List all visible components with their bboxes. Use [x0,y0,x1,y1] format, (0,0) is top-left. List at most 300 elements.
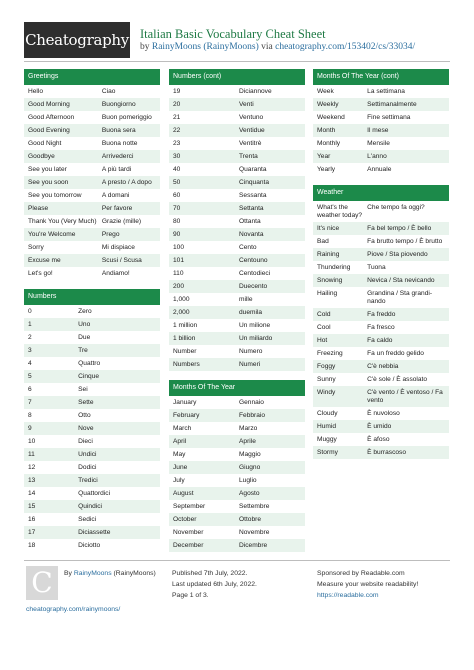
section-title: Greetings [24,69,160,85]
italian-term: Che tempo fa oggi? [367,203,425,211]
english-term: 22 [173,126,181,134]
italian-term: Scusi / Scusa [101,256,142,264]
english-term: Good Morning [28,100,70,108]
table-row [169,215,305,228]
italian-term: Sessanta [239,191,267,199]
english-term: July [173,476,185,484]
italian-term: Ottanta [239,217,261,225]
table-row [313,321,449,334]
italian-term: Fa fresco [367,323,395,331]
table-row [169,163,305,176]
italian-term: Venti [239,100,254,108]
table-row [24,241,160,254]
english-term: 10 [28,437,36,445]
header-divider [24,61,450,62]
english-term: 80 [173,217,181,225]
italian-term: Arrivederci [101,152,134,160]
italian-term: Cento [239,243,257,251]
english-term: Please [28,204,49,212]
english-term: Good Evening [28,126,70,134]
english-term: Freezing [317,349,343,357]
english-term: Good Afternoon [28,113,75,121]
table-row [24,435,160,448]
sponsored-by-label: Sponsored by [317,570,359,577]
table-row [24,448,160,461]
english-term: Excuse me [28,256,61,264]
italian-term: Ottobre [239,515,261,523]
italian-term: Diciannove [239,87,272,95]
italian-term: Quattro [78,359,101,367]
italian-term: Uno [78,320,91,328]
italian-term: Ventidue [239,126,265,134]
english-term: Hot [317,336,328,344]
table-row [169,345,305,358]
page-header [24,22,450,62]
italian-term: Fa bel tempo / È bello [367,224,432,232]
table-row [313,308,449,321]
italian-term: Ventuno [239,113,264,121]
footer-author-handle: (RainyMoons) [113,570,156,577]
italian-term: Novembre [239,528,270,536]
english-term: 21 [173,113,181,121]
english-term: 100 [173,243,185,251]
english-term: 50 [173,178,181,186]
english-term: 0 [28,307,32,315]
table-row [313,261,449,274]
english-term: 5 [28,372,32,380]
english-term: 12 [28,463,36,471]
page-title: Italian Basic Vocabulary Cheat Sheet [140,27,326,41]
italian-term: Trenta [239,152,258,160]
table-row [24,150,160,163]
table-row [24,422,160,435]
english-term: Goodbye [28,152,55,160]
italian-term: Fa freddo [367,310,396,318]
table-row [313,334,449,347]
italian-term: Febbraio [239,411,266,419]
italian-term: Per favore [101,204,133,212]
english-term: 9 [28,424,32,432]
section-months-cont [313,69,449,176]
english-term: It's nice [317,224,340,232]
english-term: Cold [317,310,331,318]
sponsor-name[interactable]: Readable.com [360,570,405,577]
footer-divider [24,560,450,561]
italian-term: Agosto [239,489,260,497]
english-term: January [173,398,197,406]
section-title: Months Of The Year [169,380,305,396]
english-term: April [173,437,187,445]
table-row [24,305,160,318]
english-term: Hello [28,87,44,95]
italian-term: Buona notte [101,139,138,147]
italian-term: È burrascoso [367,448,407,456]
table-row [169,124,305,137]
italian-term: Dicembre [239,541,268,549]
table-row [24,383,160,396]
table-row [24,267,160,280]
italian-term: Fa caldo [367,336,393,344]
section-months [169,380,305,552]
english-term: October [173,515,197,523]
footer-profile-link[interactable]: cheatography.com/rainymoons/ [26,606,121,613]
italian-term: Diciassette [78,528,111,536]
table-row [24,176,160,189]
english-term: 20 [173,100,181,108]
updated-date: Last updated 6th July, 2022. [172,581,257,588]
english-term: 110 [173,269,184,277]
table-row [169,111,305,124]
english-term: 101 [173,256,185,264]
english-term: June [173,463,188,471]
english-term: 1 billion [173,334,196,342]
italian-term: Fa un freddo gelido [367,349,424,357]
italian-term: Tre [78,346,88,354]
page-number: Page 1 of 3. [172,592,209,599]
table-row [313,85,449,98]
table-row [313,222,449,235]
italian-term: Centouno [239,256,268,264]
english-term: You're Welcome [28,230,76,238]
table-row [24,344,160,357]
table-row [313,137,449,150]
italian-term: Grandina / Sta grandi-nando [367,289,433,305]
english-term: Week [317,87,334,95]
table-row [313,274,449,287]
table-row [24,111,160,124]
english-term: 15 [28,502,36,510]
byline-by: by [140,42,150,52]
english-term: Snowing [317,276,343,284]
italian-term: Centodieci [239,269,271,277]
italian-term: C'è vento / È ventoso / Fa vento [367,388,443,404]
table-row [169,85,305,98]
italian-term: Dieci [78,437,93,445]
table-row [313,433,449,446]
italian-term: La settimana [367,87,405,95]
italian-term: C'è sole / È assolato [367,375,428,383]
english-term: 70 [173,204,181,212]
english-term: See you tomorrow [28,191,82,199]
table-row [169,137,305,150]
english-term: 1,000 [173,295,190,303]
english-term: 11 [28,450,35,458]
footer-by: By [64,570,72,577]
table-row [169,396,305,409]
table-row [169,513,305,526]
english-term: What's the weather today? [317,203,363,219]
table-row [313,287,449,308]
table-row [24,513,160,526]
english-term: 23 [173,139,181,147]
italian-term: Fine settimana [367,113,411,121]
sponsor-tagline: Measure your website readability! [317,581,419,588]
italian-term: L'anno [367,152,387,160]
table-row [24,189,160,202]
table-row [313,163,449,176]
table-row [169,228,305,241]
column-3 [313,69,449,468]
table-row [24,461,160,474]
english-term: Thundering [317,263,351,271]
english-term: Stormy [317,448,338,456]
table-row [24,163,160,176]
table-row [169,293,305,306]
section-numbers-cont [169,69,305,371]
table-row [24,85,160,98]
english-term: See you later [28,165,67,173]
sponsor-link[interactable]: https://readable.com [317,592,379,599]
section-greetings [24,69,160,280]
table-row [24,215,160,228]
english-term: May [173,450,186,458]
english-term: August [173,489,194,497]
english-term: Humid [317,422,337,430]
table-row [313,98,449,111]
published-date: Published 7th July, 2022. [172,570,248,577]
italian-term: Maggio [239,450,261,458]
italian-term: Tuona [367,263,386,271]
english-term: March [173,424,192,432]
table-row [169,435,305,448]
english-term: November [173,528,204,536]
table-row [24,474,160,487]
italian-term: Prego [101,230,120,238]
table-row [24,357,160,370]
italian-term: Annuale [367,165,392,173]
italian-term: Fa brutto tempo / È brutto [367,237,443,245]
italian-term: Nove [78,424,94,432]
table-row [169,332,305,345]
english-term: 14 [28,489,36,497]
table-row [313,124,449,137]
italian-term: Undici [78,450,97,458]
italian-term: Buona sera [101,126,136,134]
english-term: 1 [28,320,32,328]
italian-term: Mensile [367,139,390,147]
english-term: Cloudy [317,409,338,417]
italian-term: C'è nebbia [367,362,399,370]
table-row [24,500,160,513]
table-row [24,370,160,383]
italian-term: Sedici [78,515,97,523]
english-term: Sorry [28,243,44,251]
table-row [169,98,305,111]
italian-term: Sette [78,398,94,406]
table-row [313,248,449,261]
table-row [169,461,305,474]
english-term: Bad [317,237,329,245]
italian-term: Mi dispiace [101,243,135,251]
italian-term: Andiamo! [101,269,130,277]
table-row [169,280,305,293]
table-row [169,202,305,215]
english-term: December [173,541,204,549]
english-term: 60 [173,191,181,199]
section-title: Weather [313,185,449,201]
italian-term: Settimanalmente [367,100,417,108]
english-term: 19 [173,87,181,95]
italian-term: duemila [239,308,263,316]
italian-term: Settembre [239,502,270,510]
english-term: Good Night [28,139,62,147]
english-term: 4 [28,359,32,367]
english-term: 90 [173,230,181,238]
english-term: 18 [28,541,36,549]
italian-term: Dodici [78,463,97,471]
italian-term: Nevica / Sta nevicando [367,276,435,284]
english-term: Sunny [317,375,336,383]
section-numbers [24,289,160,552]
italian-term: Luglio [239,476,257,484]
table-row [24,487,160,500]
italian-term: Ciao [101,87,116,95]
footer-author-link[interactable]: RainyMoons [73,570,112,577]
english-term: Cool [317,323,331,331]
table-row [24,396,160,409]
italian-term: Settanta [239,204,264,212]
english-term: Yearly [317,165,336,173]
table-row [169,409,305,422]
english-term: Raining [317,250,340,258]
italian-term: Numero [239,347,263,355]
english-term: 7 [28,398,32,406]
italian-term: Giugno [239,463,261,471]
italian-term: Piove / Sta piovendo [367,250,428,258]
english-term: Number [173,347,197,355]
english-term: Hailing [317,289,338,297]
italian-term: Ventitrè [239,139,262,147]
italian-term: mille [239,295,253,303]
table-row [169,500,305,513]
table-row [169,319,305,332]
table-row [24,318,160,331]
english-term: 16 [28,515,36,523]
italian-term: Un milione [239,321,271,329]
italian-term: Diciotto [78,541,101,549]
english-term: September [173,502,206,510]
italian-term: Gennaio [239,398,264,406]
table-row [169,487,305,500]
section-title: Numbers (cont) [169,69,305,85]
italian-term: È nuvoloso [367,409,400,417]
english-term: 2 [28,333,32,341]
english-term: Weekend [317,113,345,121]
english-term: Month [317,126,336,134]
footer-sponsor [317,568,418,601]
italian-term: Otto [78,411,91,419]
english-term: 30 [173,152,181,160]
table-row [24,331,160,344]
table-row [313,407,449,420]
table-row [313,360,449,373]
table-row [169,358,305,371]
table-row [313,235,449,248]
section-weather [313,185,449,459]
table-row [169,474,305,487]
english-term: 6 [28,385,32,393]
italian-term: A presto / A dopo [101,178,152,186]
italian-term: Duecento [239,282,268,290]
italian-term: Grazie (mille) [101,217,142,225]
cheatography-c-logo: C [26,566,58,600]
table-row [24,202,160,215]
table-row [313,201,449,222]
table-row [313,373,449,386]
column-1 [24,69,160,561]
italian-term: È afoso [367,435,390,443]
table-row [24,526,160,539]
cheatography-logo[interactable]: Cheatography [24,22,130,58]
footer-author [64,568,156,579]
section-title: Numbers [24,289,160,305]
italian-term: Marzo [239,424,258,432]
footer-publication-info [172,568,257,601]
table-row [313,150,449,163]
english-term: Let's go! [28,269,53,277]
table-row [313,347,449,360]
italian-term: Tredici [78,476,98,484]
table-row [169,176,305,189]
english-term: Foggy [317,362,336,370]
table-row [24,98,160,111]
italian-term: Un miliardo [239,334,273,342]
italian-term: Zero [78,307,92,315]
italian-term: A domani [101,191,130,199]
english-term: Muggy [317,435,337,443]
english-term: See you soon [28,178,69,186]
byline [140,42,415,52]
table-row [24,228,160,241]
english-term: Monthly [317,139,341,147]
italian-term: Quindici [78,502,102,510]
table-row [24,539,160,552]
english-term: 1 million [173,321,198,329]
table-row [313,446,449,459]
italian-term: Buongiorno [101,100,136,108]
column-2 [169,69,305,561]
table-row [169,189,305,202]
table-row [24,254,160,267]
italian-term: A più tardi [101,165,132,173]
table-row [169,539,305,552]
byline-via: via [261,42,273,52]
table-row [24,137,160,150]
italian-term: Cinque [78,372,100,380]
table-row [313,386,449,407]
table-row [313,111,449,124]
english-term: 200 [173,282,185,290]
english-term: 3 [28,346,32,354]
english-term: Year [317,152,331,160]
italian-term: Il mese [367,126,389,134]
english-term: 2,000 [173,308,190,316]
english-term: 13 [28,476,36,484]
english-term: 40 [173,165,181,173]
italian-term: Buon pomeriggio [101,113,152,121]
english-term: Weekly [317,100,339,108]
table-row [24,409,160,422]
table-row [169,422,305,435]
author-link[interactable]: RainyMoons (RainyMoons) [151,42,259,52]
english-term: Numbers [173,360,200,368]
table-row [169,306,305,319]
italian-term: Sei [78,385,88,393]
italian-term: Numeri [239,360,261,368]
section-title: Months Of The Year (cont) [313,69,449,85]
table-row [24,124,160,137]
sheet-url-link[interactable]: cheatography.com/153402/cs/33034/ [275,42,416,52]
